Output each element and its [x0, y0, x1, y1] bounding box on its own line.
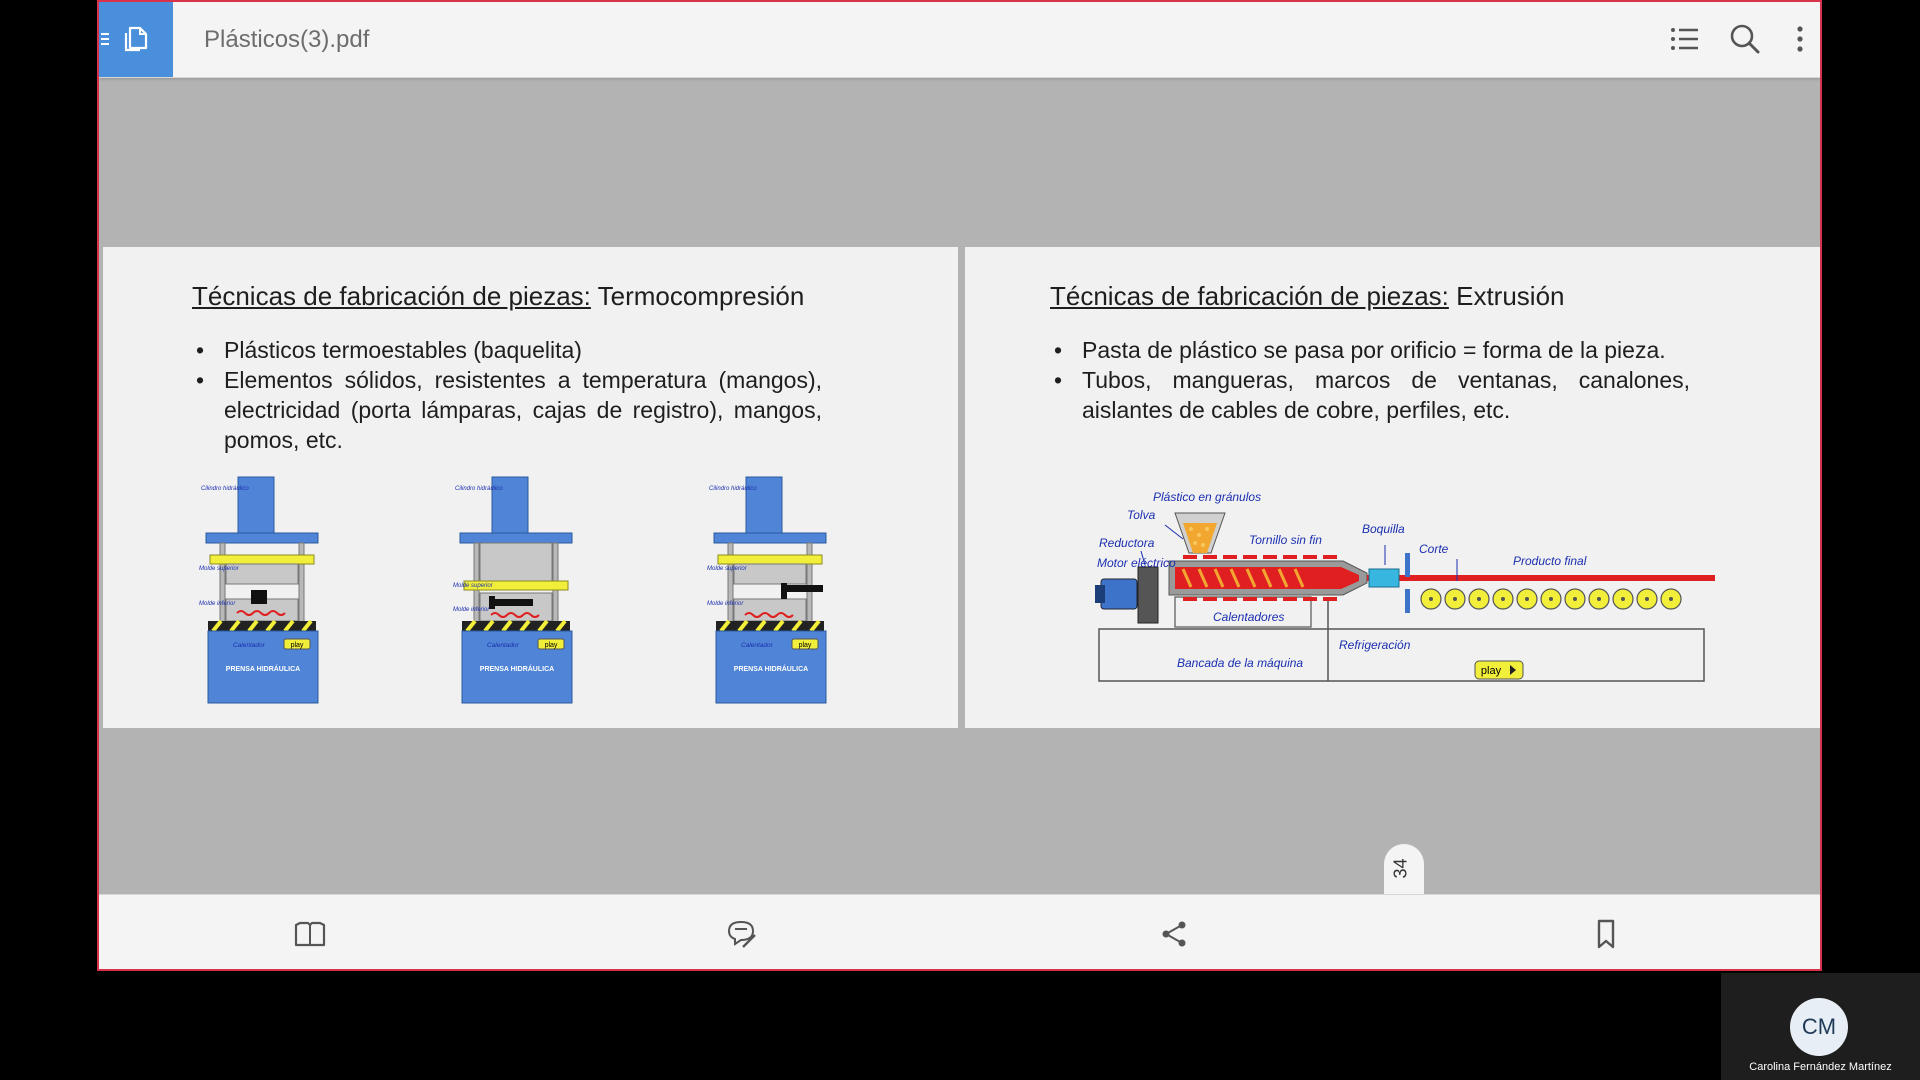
press-play-label[interactable]: play: [798, 642, 812, 649]
bullet-list: [192, 335, 822, 455]
press-play-label[interactable]: play: [290, 642, 304, 649]
nozzle-label: Boquilla: [1362, 522, 1405, 536]
slide-extrusion: [965, 247, 1820, 728]
page-number: 34: [1390, 858, 1411, 879]
press-diagram-2: [453, 475, 585, 707]
press-name-label: PRENSA HIDRÁULICA: [733, 666, 809, 673]
press-name-label: PRENSA HIDRÁULICA: [225, 666, 301, 673]
slide-thermocompression: [103, 247, 958, 728]
book-icon[interactable]: [293, 917, 327, 951]
press-cylinder-label: Cilindro hidráulico: [455, 486, 503, 492]
more-vertical-icon[interactable]: [1783, 22, 1817, 56]
list-item: • Plásticos termoestables (baquelita): [192, 335, 822, 365]
slide-heading: Técnicas de fabricación de piezas: Extrusión: [1050, 281, 1565, 311]
cooling-label: Refrigeración: [1339, 638, 1411, 652]
press-upper-mold-label: Molde superior: [199, 566, 239, 572]
avatar: CM: [1790, 998, 1848, 1056]
hopper-label: Tolva: [1127, 508, 1156, 522]
press-upper-mold-label: Molde superior: [707, 566, 747, 572]
product-label: Producto final: [1513, 554, 1587, 568]
extruder-play-label[interactable]: play: [1480, 665, 1502, 677]
top-toolbar: [99, 2, 1820, 78]
share-icon[interactable]: [1157, 917, 1191, 951]
press-heater-label: Calentador: [233, 642, 265, 649]
participant-name: Carolina Fernández Martínez: [1749, 1061, 1892, 1073]
bed-label: Bancada de la máquina: [1177, 656, 1304, 670]
list-item: • Elementos sólidos, resistentes a temperatura (mangos), electricidad (porta lámparas, cajas de registro), mangos, pomos, etc.: [192, 365, 822, 455]
press-heater-label: Calentador: [487, 642, 519, 649]
press-cylinder-label: Cilindro hidráulico: [201, 486, 249, 492]
screw-label: Tornillo sin fin: [1249, 533, 1322, 547]
press-lower-mold-label: Molde inferior: [199, 601, 236, 607]
bullet-list: [1050, 335, 1690, 425]
bookmark-icon[interactable]: [1589, 917, 1623, 951]
press-play-label[interactable]: play: [544, 642, 558, 649]
pdf-viewer-window: [97, 0, 1822, 971]
list-item: • Tubos, mangueras, marcos de ventanas, canalones, aislantes de cables de cobre, perfiles, etc.: [1050, 365, 1690, 425]
press-cylinder-label: Cilindro hidráulico: [709, 486, 757, 492]
menu-button[interactable]: [99, 2, 173, 77]
cut-label: Corte: [1419, 542, 1449, 556]
list-icon[interactable]: [1668, 22, 1702, 56]
page-indicator[interactable]: [1384, 844, 1424, 896]
motor-label: Motor eléctrico: [1097, 556, 1176, 570]
participant-tile[interactable]: [1721, 973, 1920, 1080]
menu-icon[interactable]: [101, 33, 109, 45]
press-lower-mold-label: Molde inferior: [707, 601, 744, 607]
document-icon[interactable]: [121, 24, 151, 54]
press-diagram-3: [707, 475, 839, 707]
extruder-diagram: [1093, 489, 1715, 699]
comment-icon[interactable]: [725, 917, 759, 951]
press-name-label: PRENSA HIDRÁULICA: [479, 666, 555, 673]
document-title: Plásticos(3).pdf: [204, 26, 370, 53]
bottom-toolbar: [99, 894, 1820, 969]
reducer-label: Reductora: [1099, 536, 1155, 550]
search-icon[interactable]: [1728, 22, 1762, 56]
press-heater-label: Calentador: [741, 642, 773, 649]
press-upper-mold-label: Molde superior: [453, 583, 493, 589]
list-item: • Pasta de plástico se pasa por orificio = forma de la pieza.: [1050, 335, 1690, 365]
granules-label: Plástico en gránulos: [1153, 490, 1262, 504]
press-lower-mold-label: Molde inferior: [453, 607, 490, 613]
press-diagram-1: [199, 475, 331, 707]
heaters-label: Calentadores: [1213, 610, 1285, 624]
slide-heading: Técnicas de fabricación de piezas: Termocompresión: [192, 281, 805, 311]
